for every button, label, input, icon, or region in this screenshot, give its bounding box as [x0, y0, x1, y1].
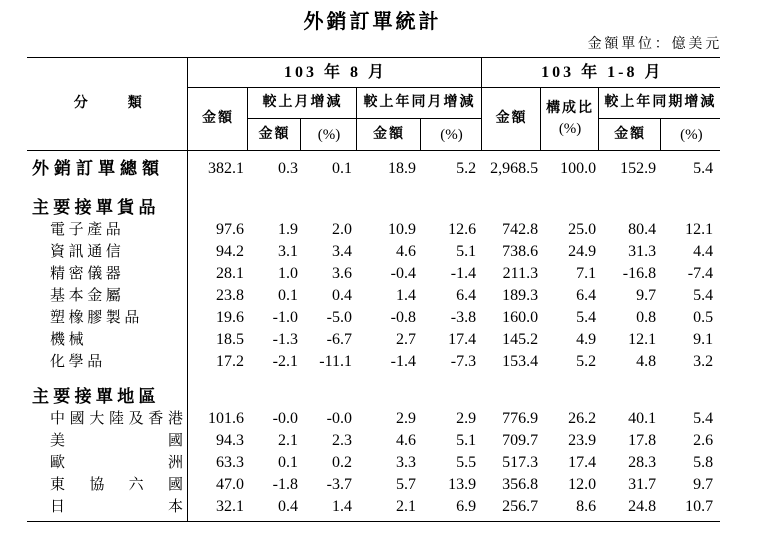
ytd-amount-header: 金額 [481, 88, 540, 151]
header-row [27, 58, 720, 88]
yoy-ytd-pct-cell: -7.4 [687, 265, 714, 282]
label-char: 國 [69, 410, 85, 427]
yoy-ytd-pct-cell: 5.8 [693, 454, 714, 471]
label-char: 本 [167, 498, 183, 515]
yoy-ytd-amount-cell: 12.1 [628, 331, 657, 348]
row-label: 化學品 [50, 353, 106, 370]
row-label-cell [27, 351, 187, 373]
yoy-ytd-amount-cell: 4.8 [636, 353, 657, 370]
mom-pct-cell: 2.0 [332, 221, 352, 238]
row-label [50, 497, 183, 518]
category-header [27, 58, 187, 151]
label-char: 美 [50, 432, 66, 449]
table-row [27, 496, 720, 518]
yoy-ytd-amount-cell: 152.9 [620, 160, 657, 178]
row-label: 資訊通信 [50, 243, 125, 260]
yoy-ytd-amount-cell: -16.8 [622, 265, 657, 282]
yoy-ytd-pct-cell: 4.4 [693, 243, 714, 260]
label-char: 分 [73, 96, 88, 111]
yoy-ytd-pct-cell: 9.1 [693, 331, 714, 348]
share-pct-cell: 25.0 [568, 221, 597, 238]
mom-amount-cell: 0.3 [278, 160, 298, 178]
month-amount-cell: 23.8 [216, 287, 244, 304]
row-label-cell [27, 329, 187, 351]
yoy-month-amount-cell: 1.4 [396, 287, 416, 304]
mom-amount-cell: -1.8 [272, 476, 298, 493]
yoy-ytd-pct-cell: 5.4 [693, 410, 714, 427]
label-char: 港 [167, 410, 183, 427]
table-row [27, 263, 720, 285]
month-amount-cell: 17.2 [216, 353, 244, 370]
share-pct-cell: 5.2 [576, 353, 597, 370]
table-row [27, 452, 720, 474]
yoy-ytd-amount-cell: 31.3 [628, 243, 657, 260]
share-pct-cell: 12.0 [568, 476, 597, 493]
yoy-ytd-pct-cell: 5.4 [693, 160, 714, 178]
period-month-header: 103 年 8 月 [187, 58, 481, 88]
ytd-amount-cell: 153.4 [502, 353, 539, 370]
share-pct-cell: 100.0 [560, 160, 597, 178]
section-title-cell [27, 187, 187, 219]
month-amount-header: 金額 [187, 88, 247, 151]
label-char: 中 [50, 410, 66, 427]
mom-pct-cell: -0.0 [326, 410, 352, 427]
yoy-month-amount-cell: 18.9 [388, 160, 416, 178]
label-char: 及 [128, 410, 144, 427]
table-row [27, 285, 720, 307]
row-label: 電子產品 [50, 221, 125, 238]
table-row [27, 474, 720, 496]
mom-pct-cell: 1.4 [332, 498, 352, 515]
yoy-month-pct-cell: 13.9 [448, 476, 477, 493]
mom-pct-cell: -11.1 [319, 353, 352, 370]
table-row [27, 307, 720, 329]
month-amount-cell: 94.3 [216, 432, 244, 449]
share-header-label: 構成比 [546, 100, 595, 116]
ytd-amount-cell: 738.6 [502, 243, 539, 260]
label-char: 類 [127, 96, 142, 111]
mom-pct-cell: 0.2 [332, 454, 352, 471]
label-char: 六 [128, 476, 144, 493]
yoy-ytd-pct-cell: 5.4 [693, 287, 714, 304]
yoy-month-pct-cell: 2.9 [456, 410, 477, 427]
table-row [27, 408, 720, 430]
yoy-ytd-amount-cell: 9.7 [636, 287, 657, 304]
row-label: 精密儀器 [50, 265, 125, 282]
ytd-amount-cell: 709.7 [502, 432, 539, 449]
label-char: 國 [167, 432, 183, 449]
yoy-month-amount-cell: -0.4 [390, 265, 416, 282]
mom-amount-cell: 0.4 [278, 498, 298, 515]
label-char: 歐 [50, 454, 66, 471]
yoy-month-pct-subheader: (%) [420, 119, 481, 151]
total-label: 外銷訂單總額 [32, 158, 164, 178]
month-amount-cell: 18.5 [216, 331, 244, 348]
share-pct-cell: 23.9 [568, 432, 597, 449]
mom-amount-cell: -0.0 [272, 410, 298, 427]
row-label-cell [27, 241, 187, 263]
label-char: 陸 [108, 410, 124, 427]
yoy-ytd-amount-cell: 80.4 [628, 221, 657, 238]
share-pct-cell: 24.9 [568, 243, 597, 260]
table-body [27, 151, 720, 522]
yoy-month-amount-cell: -1.4 [390, 353, 416, 370]
yoy-month-amount-cell: 2.1 [396, 498, 416, 515]
yoy-month-amount-cell: 4.6 [396, 243, 416, 260]
yoy-month-amount-cell: 5.7 [396, 476, 416, 493]
yoy-ytd-amount-subheader: 金額 [598, 119, 660, 151]
yoy-month-amount-cell: 3.3 [396, 454, 416, 471]
spacer-label-cell [27, 518, 187, 522]
ytd-amount-cell: 189.3 [502, 287, 539, 304]
ytd-amount-cell: 356.8 [502, 476, 539, 493]
section-empty-cell [187, 187, 720, 219]
mom-amount-cell: -1.0 [272, 309, 298, 326]
share-pct-cell: 5.4 [576, 309, 597, 326]
yoy-month-pct-cell: -7.3 [450, 353, 477, 370]
yoy-month-amount-cell: 2.9 [396, 410, 416, 427]
page-title: 外銷訂單統計 [303, 11, 442, 33]
table-row [27, 241, 720, 263]
category-header-label [74, 94, 142, 114]
mom-pct-cell: -3.7 [326, 476, 352, 493]
yoy-ytd-amount-cell: 17.8 [628, 432, 657, 449]
mom-amount-cell: 0.1 [278, 454, 298, 471]
row-label-cell [27, 219, 187, 241]
yoy-month-pct-cell: 5.1 [456, 432, 477, 449]
mom-amount-cell: 3.1 [278, 243, 298, 260]
yoy-month-pct-cell: 6.9 [456, 498, 477, 515]
yoy-month-pct-cell: 17.4 [448, 331, 477, 348]
mom-change-header: 較上月增減 [247, 88, 356, 119]
row-label [50, 453, 183, 474]
ytd-amount-cell: 517.3 [502, 454, 539, 471]
section-row [27, 187, 720, 219]
mom-pct-cell: -6.7 [326, 331, 352, 348]
yoy-month-change-header: 較上年同月增減 [356, 88, 481, 119]
section-title: 主要接單地區 [32, 386, 160, 406]
row-label: 機械 [50, 331, 88, 348]
month-amount-cell: 19.6 [216, 309, 244, 326]
period-ytd-header: 103 年 1-8 月 [481, 58, 720, 88]
label-char: 大 [89, 410, 105, 427]
yoy-month-pct-cell: -1.4 [450, 265, 477, 282]
yoy-ytd-amount-cell: 28.3 [628, 454, 657, 471]
month-amount-cell: 382.1 [208, 160, 244, 178]
yoy-month-pct-cell: 5.1 [456, 243, 477, 260]
export-orders-table [27, 57, 720, 522]
yoy-month-pct-cell: 5.5 [456, 454, 477, 471]
share-pct-cell: 6.4 [576, 287, 597, 304]
row-label [50, 431, 183, 452]
yoy-month-pct-cell: 6.4 [456, 287, 477, 304]
unit-note: 金額單位：億美元 [587, 37, 722, 52]
yoy-month-amount-cell: 2.7 [396, 331, 416, 348]
section-row [27, 373, 720, 408]
row-label-cell [27, 307, 187, 329]
mom-amount-cell: 1.0 [278, 265, 298, 282]
month-amount-cell: 32.1 [216, 498, 244, 515]
month-amount-cell: 28.1 [216, 265, 244, 282]
mom-pct-cell: 3.6 [332, 265, 352, 282]
yoy-ytd-pct-cell: 12.1 [685, 221, 714, 238]
label-char: 香 [148, 410, 164, 427]
share-pct-cell: 8.6 [576, 498, 597, 515]
yoy-ytd-pct-cell: 2.6 [693, 432, 714, 449]
mom-amount-cell: 0.1 [278, 287, 298, 304]
mom-amount-cell: -1.3 [272, 331, 298, 348]
label-char: 洲 [167, 454, 183, 471]
mom-amount-cell: -2.1 [272, 353, 298, 370]
month-amount-cell: 101.6 [208, 410, 244, 427]
yoy-month-amount-subheader: 金額 [356, 119, 420, 151]
table-row [27, 351, 720, 373]
row-label-cell [27, 496, 187, 518]
ytd-amount-cell: 160.0 [502, 309, 539, 326]
row-label-cell [27, 474, 187, 496]
month-amount-cell: 97.6 [216, 221, 244, 238]
table-bottom-spacer [27, 518, 720, 522]
yoy-month-amount-cell: 10.9 [388, 221, 416, 238]
row-label: 基本金屬 [50, 287, 125, 304]
row-label-cell [27, 263, 187, 285]
mom-amount-cell: 2.1 [278, 432, 298, 449]
section-title: 主要接單貨品 [32, 197, 160, 217]
yoy-ytd-pct-cell: 10.7 [685, 498, 714, 515]
share-pct-cell: 7.1 [576, 265, 597, 282]
month-amount-cell: 63.3 [216, 454, 244, 471]
ytd-amount-cell: 2,968.5 [490, 160, 539, 178]
total-row [27, 151, 720, 187]
ytd-amount-cell: 776.9 [502, 410, 539, 427]
table-row [27, 219, 720, 241]
share-pct-cell: 17.4 [568, 454, 597, 471]
table-row [27, 329, 720, 351]
ytd-amount-cell: 742.8 [502, 221, 539, 238]
share-header-unit: (%) [558, 120, 582, 137]
row-label-cell [27, 285, 187, 307]
yoy-ytd-amount-cell: 40.1 [628, 410, 657, 427]
ytd-amount-cell: 145.2 [502, 331, 539, 348]
yoy-ytd-change-header: 較上年同期增減 [598, 88, 720, 119]
ytd-amount-cell: 256.7 [502, 498, 539, 515]
month-amount-cell: 94.2 [216, 243, 244, 260]
label-char: 國 [167, 476, 183, 493]
row-label [50, 409, 183, 430]
section-empty-cell [187, 373, 720, 408]
ytd-amount-cell: 211.3 [502, 265, 539, 282]
label-char: 日 [50, 498, 66, 515]
label-char: 協 [89, 476, 105, 493]
yoy-month-amount-cell: 4.6 [396, 432, 416, 449]
row-label [50, 475, 183, 496]
yoy-ytd-amount-cell: 31.7 [628, 476, 657, 493]
share-pct-cell: 4.9 [576, 331, 597, 348]
yoy-month-pct-cell: -3.8 [450, 309, 477, 326]
mom-pct-cell: 2.3 [332, 432, 352, 449]
row-label-cell [27, 430, 187, 452]
row-label: 塑橡膠製品 [50, 309, 144, 326]
share-header [540, 88, 598, 151]
row-label-cell [27, 408, 187, 430]
month-amount-cell: 47.0 [216, 476, 244, 493]
mom-pct-cell: 0.1 [332, 160, 352, 178]
mom-pct-cell: 0.4 [332, 287, 352, 304]
mom-pct-subheader: (%) [300, 119, 356, 151]
yoy-month-pct-cell: 12.6 [448, 221, 477, 238]
table-header [27, 58, 720, 151]
label-char: 東 [50, 476, 66, 493]
yoy-ytd-amount-cell: 0.8 [636, 309, 657, 326]
mom-amount-subheader: 金額 [247, 119, 300, 151]
yoy-ytd-pct-cell: 0.5 [693, 309, 714, 326]
total-label-cell [27, 151, 187, 187]
row-label-cell [27, 452, 187, 474]
spacer-cell [187, 518, 720, 522]
mom-pct-cell: -5.0 [326, 309, 352, 326]
yoy-ytd-amount-cell: 24.8 [628, 498, 657, 515]
yoy-month-amount-cell: -0.8 [390, 309, 416, 326]
section-title-cell [27, 373, 187, 408]
table-row [27, 430, 720, 452]
yoy-ytd-pct-cell: 3.2 [693, 353, 714, 370]
mom-pct-cell: 3.4 [332, 243, 352, 260]
yoy-ytd-pct-cell: 9.7 [693, 476, 714, 493]
yoy-month-pct-cell: 5.2 [456, 160, 477, 178]
yoy-ytd-pct-subheader: (%) [660, 119, 720, 151]
share-pct-cell: 26.2 [568, 410, 597, 427]
mom-amount-cell: 1.9 [278, 221, 298, 238]
